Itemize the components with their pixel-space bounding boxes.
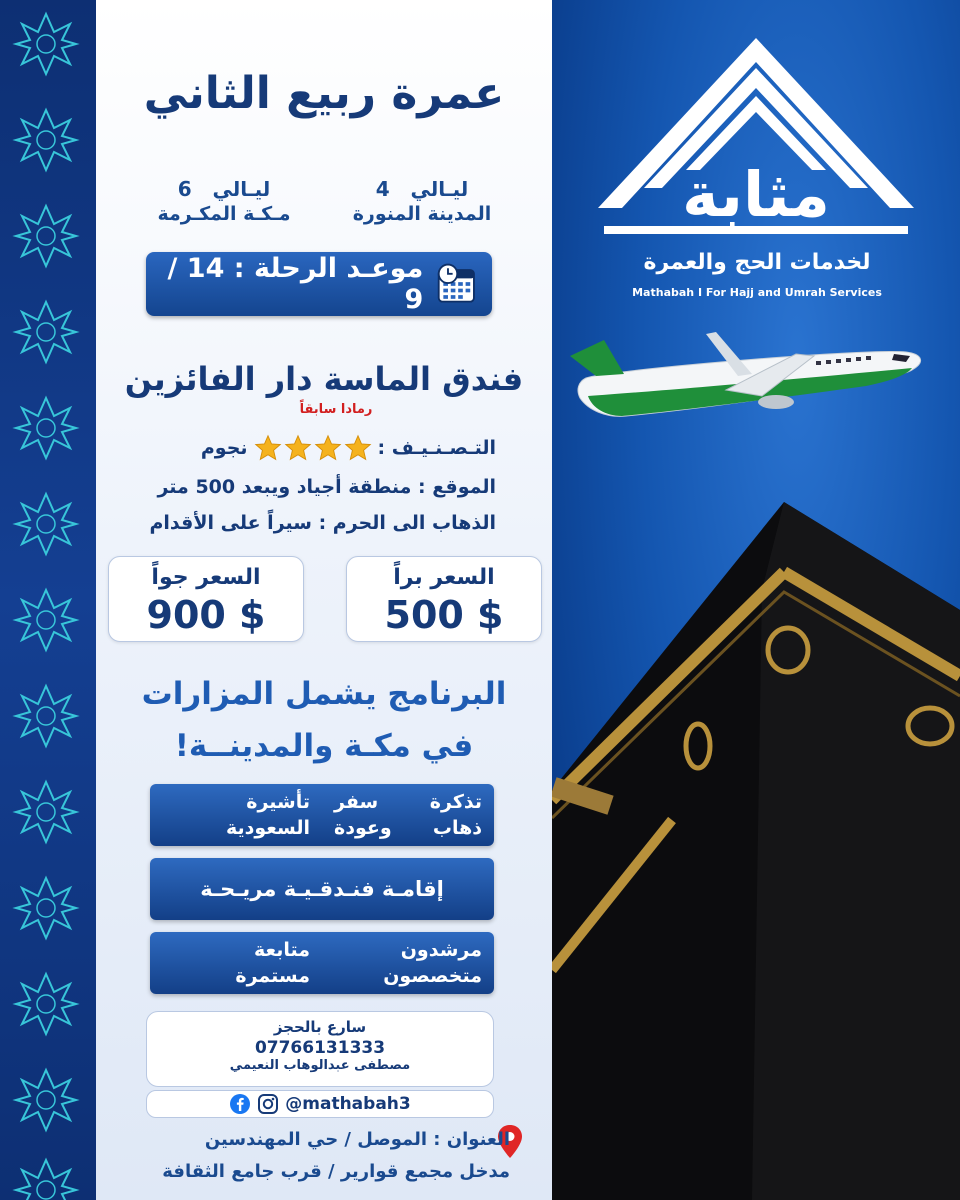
hotel-location: الموقع : منطقة أجياد ويبعد 500 متر [157,476,496,498]
rating-suffix: نجوم [200,437,248,459]
address-line-2: مدخل مجمع قوارير / قرب جامع الثقافة [162,1161,510,1182]
address-line-1: العنوان : الموصل / حي المهندسين [204,1129,510,1150]
facebook-icon[interactable] [229,1093,251,1115]
star-icon [254,434,282,462]
contact-name: مصطفى عبدالوهاب النعيمي [229,1058,411,1073]
star-icon [344,434,372,462]
kaaba-illustration [552,500,960,1200]
nights-count: 4 [375,177,390,201]
price-air-label: السعر جواً [151,565,261,590]
rating-stars [254,434,372,462]
feature-text: مستمرة [235,965,310,987]
hotel-rating [201,434,496,462]
nights-label: ليـالي [410,177,469,201]
phone-number[interactable]: 07766131333 [254,1038,386,1058]
brand-tagline-en: Mathabah I For Hajj and Umrah Services [632,286,882,299]
hotel-name: فندق الماسة دار الفائزين [124,360,524,398]
feature-text: تذكرة سفر [334,791,482,813]
hotel-walk-distance: الذهاب الى الحرم : سيراً على الأقدام [149,512,496,534]
star-icon [314,434,342,462]
feature-text: متخصصون [383,965,482,987]
program-heading [96,668,552,772]
feature-text: تأشيرة [246,791,310,813]
program-line-1: البرنامج يشمل المزارات [141,676,507,712]
feature-text: السعودية [225,817,310,839]
contact-card [146,1011,494,1087]
hotel-former-name: رمادا سابقاً [299,402,373,417]
price-air-value: 900 $ [146,593,266,637]
decorative-pattern-strip [0,0,96,1200]
nights-makkah [124,176,324,226]
booking-cta: سارع بالحجز [273,1018,367,1036]
city-name: المدينة المنورة [352,203,492,225]
feature-ticket-visa [150,784,494,846]
trip-date-banner [146,252,492,316]
feature-hotel-stay: إقامـة فنـدقـيـة مريـحـة [150,858,494,920]
nights-label: ليـالي [212,177,271,201]
program-line-2: في مكـة والمدينــة! [174,728,474,764]
instagram-icon[interactable] [257,1093,279,1115]
price-air-card [108,556,304,642]
rating-label: التـصـنـيـف : [377,437,496,459]
address [162,1124,510,1188]
brand-tagline-ar: لخدمات الحج والعمرة [643,250,871,275]
city-name: مـكـة المكـرمة [157,203,291,225]
feature-guides [150,932,494,994]
calendar-clock-icon [435,261,478,307]
promo-scene [552,0,960,1200]
price-land-card [346,556,542,642]
trip-date: موعـد الرحلة : 14 / 9 [167,253,424,315]
mathabah-logo [598,38,914,238]
logo-wordmark: مثابة [682,158,830,231]
price-land-label: السعر براً [393,565,495,590]
airplane-illustration [566,326,926,444]
social-handle[interactable]: @mathabah3 [285,1094,411,1114]
content-panel [96,0,552,1200]
star-icon [284,434,312,462]
page-title: عمرة ربيع الثاني [143,68,505,119]
price-land-value: 500 $ [384,593,504,637]
star-pattern [0,0,96,1200]
feature-text: مرشدون [400,939,482,961]
feature-text: متابعة [253,939,310,961]
nights-count: 6 [177,177,192,201]
nights-madinah [322,176,522,226]
social-bar [146,1090,494,1118]
feature-text: ذهاب وعودة [334,817,482,839]
